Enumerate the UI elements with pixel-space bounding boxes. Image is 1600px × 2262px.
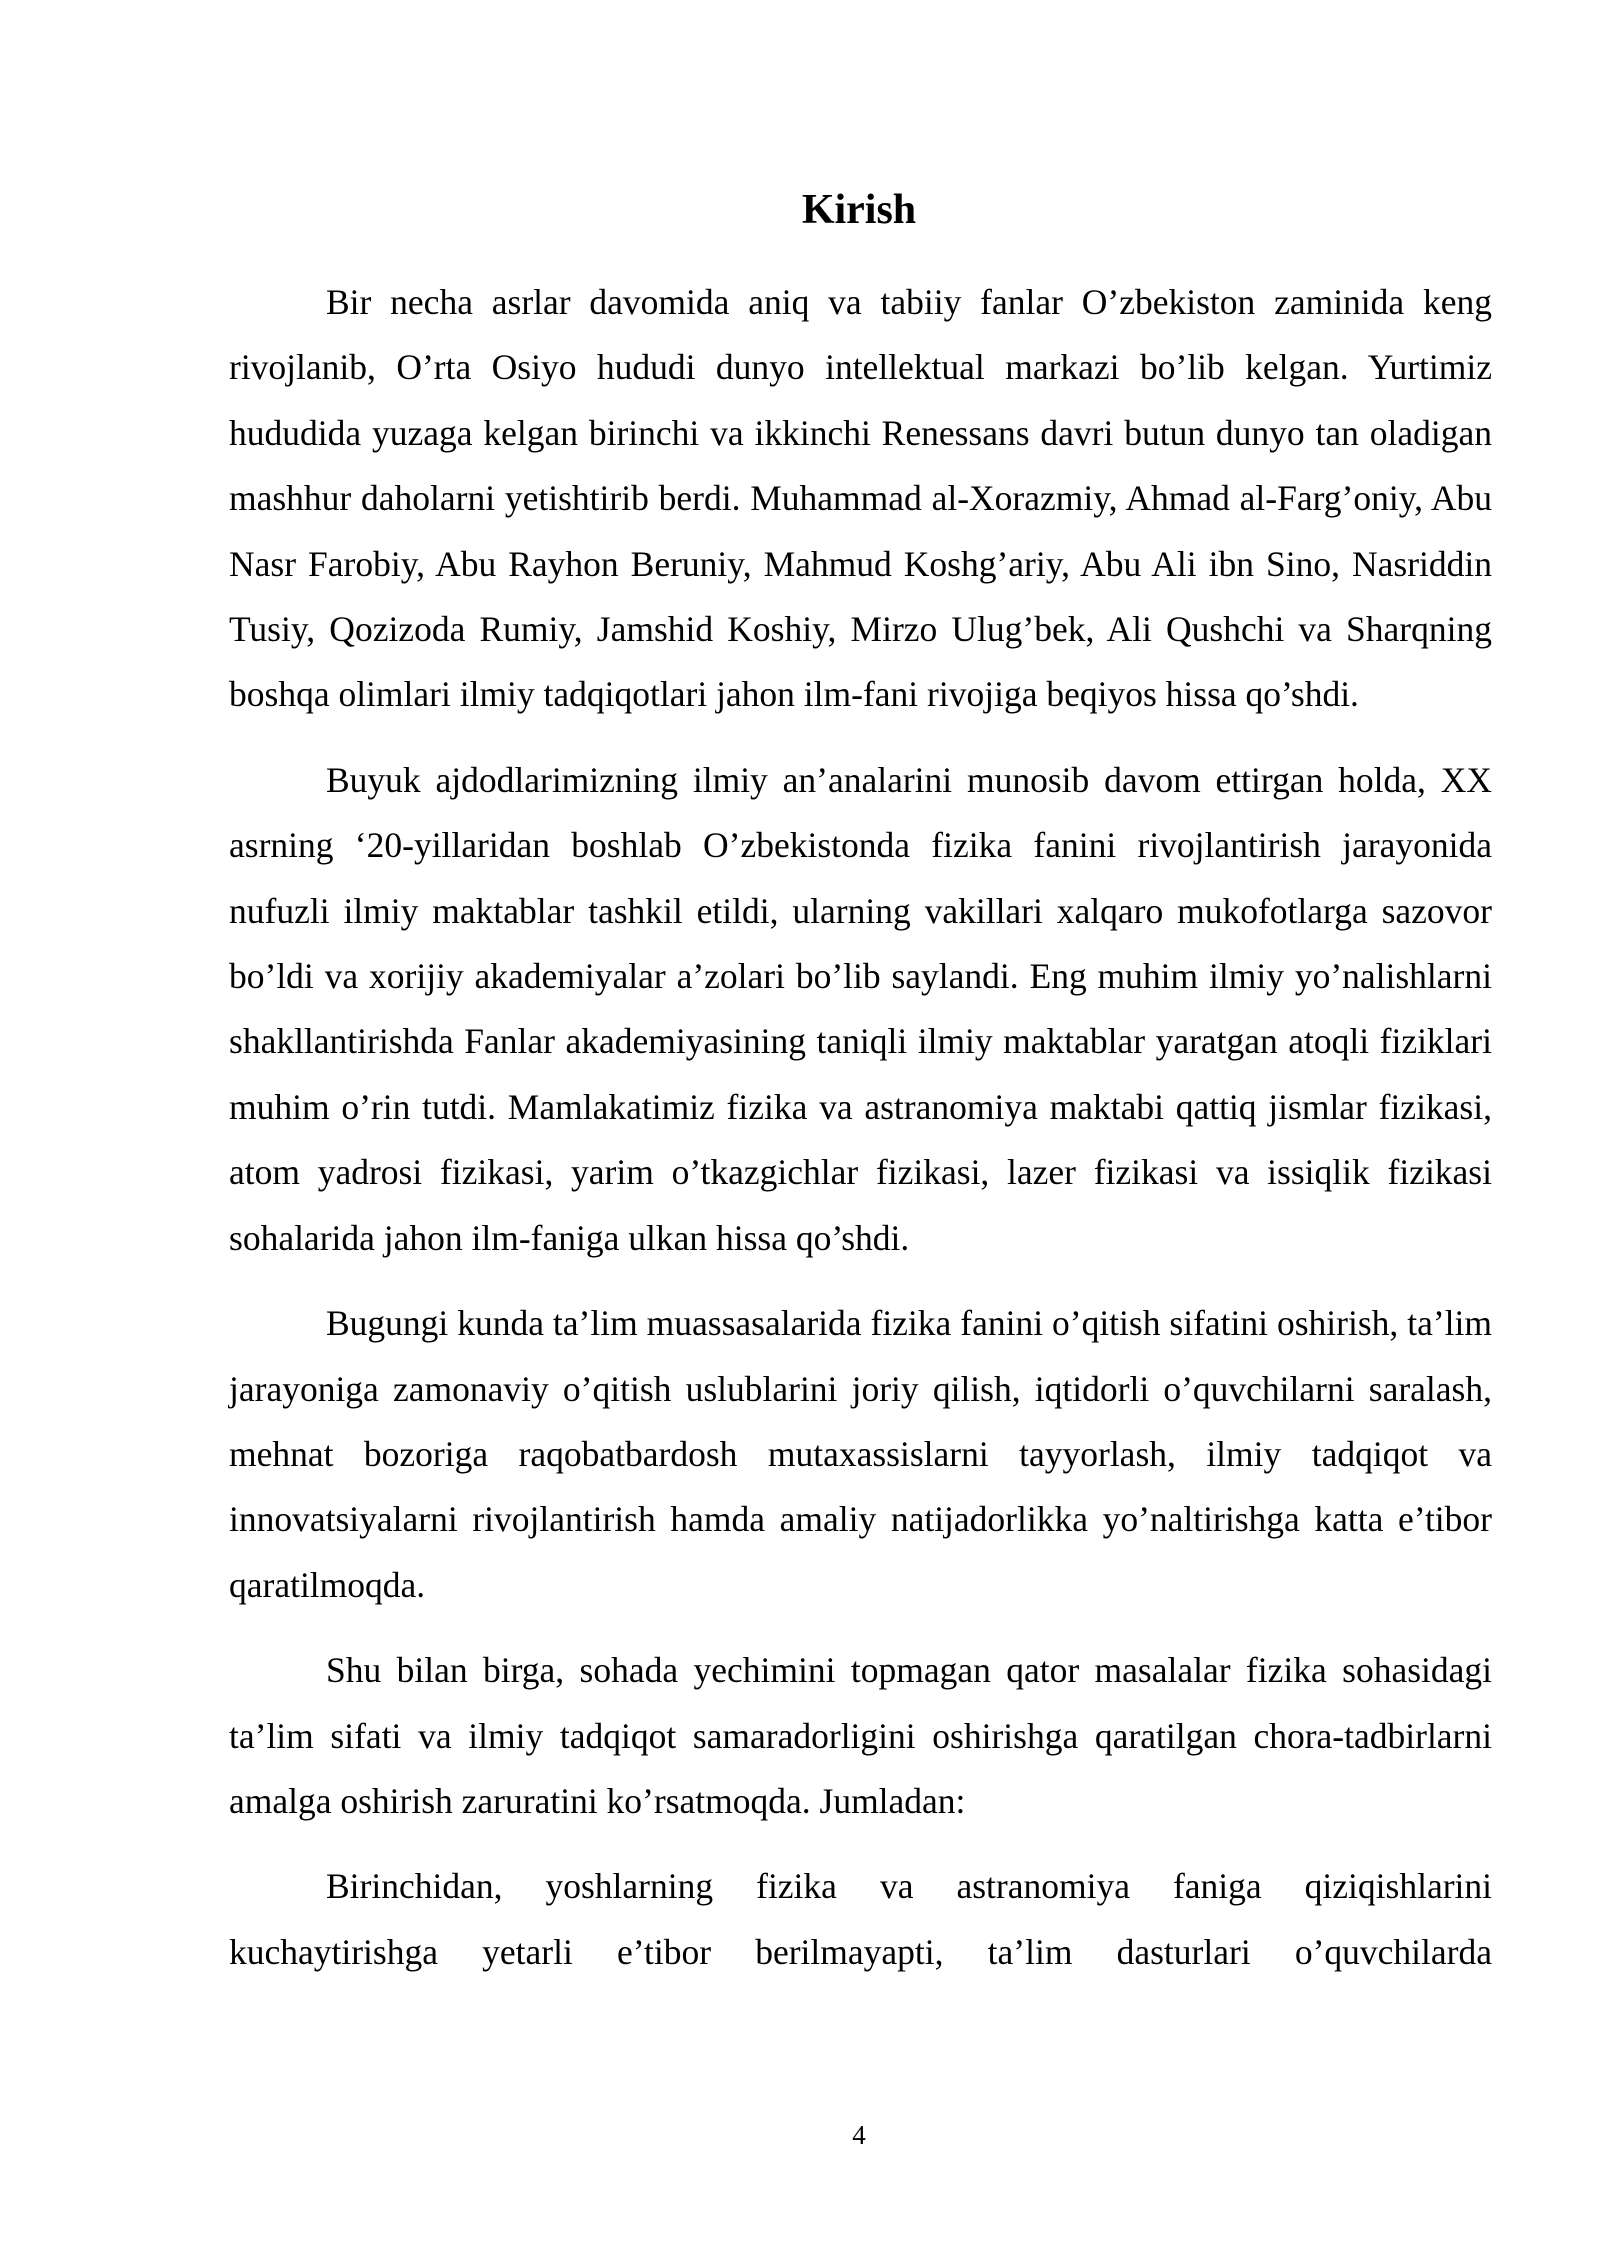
paragraph-3: Bugungi kunda ta’lim muassasalarida fizika fanini o’qitish sifatini oshirish, ta’lim jarayoniga zamonaviy o’qitish uslublarini joriy qilish, iqtidorli o’quvchilarni saralash, mehnat bozoriga raqobatbardosh mutaxassislarni tayyorlash, ilmiy tadqiqot va innovatsiyalarni rivojlantirish hamda amaliy natijadorlikka yo’naltirishga katta e’tibor qaratilmoqda. — [229, 1303, 1492, 1605]
page-number: 4 — [852, 2120, 866, 2150]
paragraph-1: Bir necha asrlar davomida aniq va tabiiy fanlar O’zbekiston zaminida keng rivojlanib, O’rta Osiyo hududi dunyo intellektual markazi bo’lib kelgan. Yurtimiz hududida yuzaga kelgan birinchi va ikkinchi Renessans davri butun dunyo tan oladigan mashhur daholarni yetishtirib berdi. Muhammad al-Xorazmiy, Ahmad al-Farg’oniy, Abu Nasr Farobiy, Abu Rayhon Beruniy, Mahmud Koshg’ariy, Abu Ali ibn Sino, Nasriddin Tusiy, Qozizoda Rumiy, Jamshid Koshiy, Mirzo Ulug’bek, Ali Qushchi va Sharqning boshqa olimlari ilmiy tadqiqotlari jahon ilm-fani rivojiga beqiyos hissa qo’shdi. — [229, 282, 1492, 715]
page-title: Kirish — [801, 187, 917, 233]
paragraph-5: Birinchidan, yoshlarning fizika va astranomiya faniga qiziqishlarini kuchaytirishga yetarli e’tibor berilmayapti, ta’lim dasturlari o’quvchilarda — [229, 1866, 1492, 1972]
document-body — [229, 270, 1492, 1985]
paragraph-2: Buyuk ajdodlarimizning ilmiy an’analarini munosib davom ettirgan holda, XX asrning ‘20-yillaridan boshlab O’zbekistonda fizika fanini rivojlantirish jarayonida nufuzli ilmiy maktablar tashkil etildi, ularning vakillari xalqaro mukofotlarga sazovor bo’ldi va xorijiy akademiyalar a’zolari bo’lib saylandi. Eng muhim ilmiy yo’nalishlarni shakllantirishda Fanlar akademiyasining taniqli ilmiy maktablar yaratgan atoqli fiziklari muhim o’rin tutdi. Mamlakatimiz fizika va astranomiya maktabi qattiq jismlar fizikasi, atom yadrosi fizikasi, yarim o’tkazgichlar fizikasi, lazer fizikasi va issiqlik fizikasi sohalarida jahon ilm-faniga ulkan hissa qo’shdi. — [229, 759, 1492, 1258]
paragraph-4: Shu bilan birga, sohada yechimini topmagan qator masalalar fizika sohasidagi ta’lim sifati va ilmiy tadqiqot samaradorligini oshirishga qaratilgan chora-tadbirlarni amalga oshirish zaruratini ko’rsatmoqda. Jumladan: — [229, 1650, 1492, 1821]
